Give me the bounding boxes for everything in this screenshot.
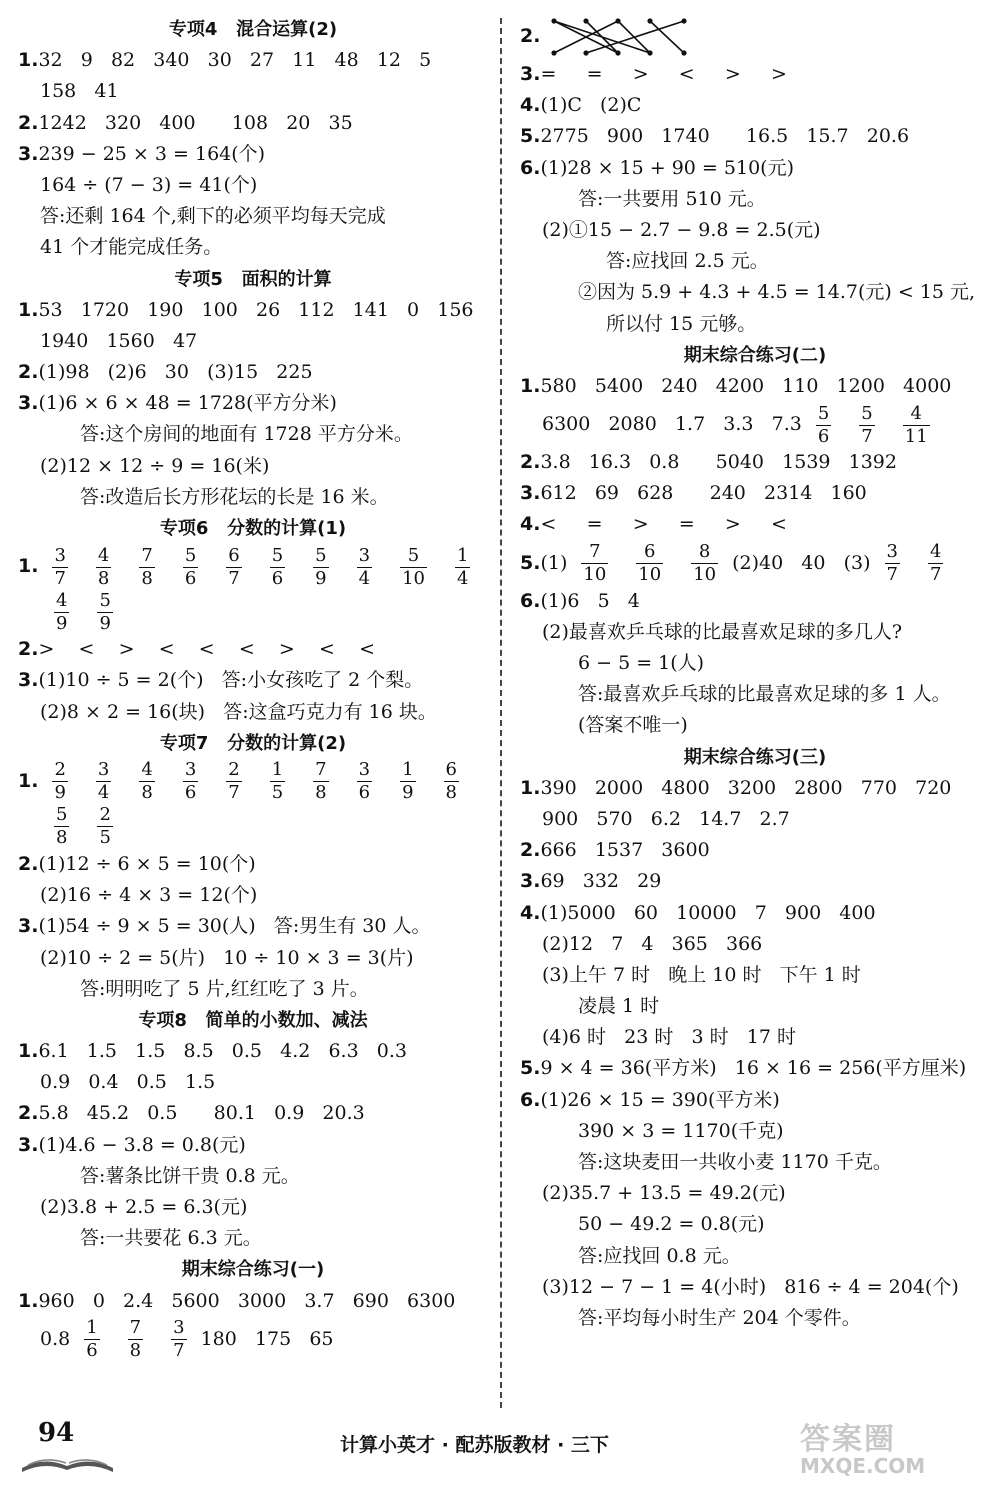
matching-dot bbox=[552, 18, 557, 23]
answer-line: (2)3.8 + 2.5 = 6.3(元) bbox=[40, 1196, 248, 1218]
fraction-answer-line bbox=[520, 541, 990, 586]
fraction-numerator: 3 bbox=[358, 544, 371, 566]
fraction-denominator: 7 bbox=[54, 567, 66, 589]
question-number: 2. bbox=[18, 1102, 39, 1125]
column-divider bbox=[500, 18, 502, 1408]
fraction-denominator: 8 bbox=[445, 782, 457, 804]
fraction-denominator: 9 bbox=[99, 612, 111, 634]
fraction-denominator: 5 bbox=[99, 827, 111, 849]
fraction-numerator: 8 bbox=[691, 543, 718, 564]
answer-line: 答:还剩 164 个,剩下的必须平均每天完成 bbox=[40, 205, 386, 228]
fraction-numerator: 3 bbox=[173, 1317, 185, 1339]
fraction-denominator: 4 bbox=[97, 782, 110, 804]
answer-line: 41 个才能完成任务。 bbox=[40, 236, 223, 259]
answer-line: 答:这块麦田一共收小麦 1170 千克。 bbox=[578, 1151, 892, 1173]
question-line bbox=[520, 153, 990, 184]
fraction-numerator: 7 bbox=[315, 759, 327, 781]
fraction-denominator: 6 bbox=[271, 567, 284, 589]
question-number: 6. bbox=[520, 156, 541, 179]
question-line bbox=[520, 509, 990, 540]
watermark-logo: 答案圈 bbox=[800, 1422, 896, 1457]
fraction bbox=[226, 761, 241, 802]
answer-line: 所以付 15 元够。 bbox=[606, 312, 757, 335]
answer-line: (2)12 7 4 365 366 bbox=[542, 932, 763, 955]
fraction-numerator: 3 bbox=[54, 544, 66, 566]
answer-text: (1)10 ÷ 5 = 2(个) 答:小女孩吃了 2 个梨。 bbox=[38, 669, 424, 692]
question-number: 1. bbox=[520, 374, 541, 397]
fraction-numerator: 6 bbox=[228, 544, 240, 566]
answer-line: 答:一共要花 6.3 元。 bbox=[80, 1227, 262, 1250]
fraction-numerator: 4 bbox=[929, 541, 942, 563]
mixed-answer-line bbox=[520, 402, 990, 447]
question-number: 4. bbox=[520, 94, 541, 117]
fraction bbox=[444, 761, 459, 802]
answer-line: (答案不唯一) bbox=[578, 714, 688, 737]
answer-line: (2)12 × 12 ÷ 9 = 16(米) bbox=[40, 454, 270, 477]
diagram-line bbox=[520, 14, 990, 59]
question-line bbox=[520, 90, 990, 121]
fraction-numerator: 4 bbox=[903, 405, 930, 426]
fraction bbox=[52, 761, 67, 802]
fraction-numerator: 1 bbox=[456, 544, 469, 566]
matching-dot bbox=[648, 50, 653, 55]
question-line bbox=[18, 849, 488, 880]
fraction-numerator: 2 bbox=[228, 759, 240, 781]
answer-line: 答:薯条比饼干贵 0.8 元。 bbox=[80, 1164, 300, 1187]
fraction-numerator: 3 bbox=[886, 541, 898, 563]
question-number: 5. bbox=[520, 125, 541, 148]
fraction-denominator: 11 bbox=[904, 425, 928, 447]
fraction-denominator: 4 bbox=[358, 567, 371, 589]
fraction bbox=[636, 543, 663, 584]
question-line bbox=[520, 835, 990, 866]
question-number: 3. bbox=[18, 669, 39, 692]
matching-dot bbox=[584, 50, 589, 55]
question-line bbox=[520, 1085, 990, 1116]
fraction-numerator: 5 bbox=[271, 544, 284, 566]
fraction-answer-line bbox=[18, 759, 488, 804]
fraction bbox=[691, 543, 718, 584]
matching-dot bbox=[552, 50, 557, 55]
fraction-numerator: 4 bbox=[56, 589, 68, 611]
answer-text: 6300 2080 1.7 3.3 7.3 bbox=[542, 413, 802, 436]
question-line bbox=[520, 866, 990, 897]
fraction bbox=[816, 402, 831, 447]
answer-text: 666 1537 3600 bbox=[540, 839, 710, 862]
fraction-denominator: 7 bbox=[173, 1340, 185, 1362]
question-number: 1. bbox=[18, 49, 39, 72]
watermark bbox=[800, 1414, 925, 1478]
fraction-answer-line bbox=[18, 589, 488, 634]
matching-dot bbox=[682, 18, 687, 23]
fraction-numerator: 6 bbox=[636, 543, 663, 564]
fraction bbox=[400, 544, 427, 589]
question-number: 3. bbox=[18, 392, 39, 415]
fraction-denominator: 6 bbox=[358, 782, 371, 804]
question-line bbox=[520, 586, 990, 617]
answer-line: (2)10 ÷ 2 = 5(片) 10 ÷ 10 × 3 = 3(片) bbox=[40, 946, 414, 969]
answer-text: (1)5000 60 10000 7 900 400 bbox=[540, 901, 876, 924]
question-number: 3. bbox=[520, 63, 541, 85]
mixed-answer-line bbox=[18, 1317, 488, 1362]
answer-line: (2)8 × 2 = 16(块) 答:这盒巧克力有 16 块。 bbox=[40, 700, 437, 723]
fraction-numerator: 5 bbox=[99, 589, 111, 611]
answer-text: 1242 320 400 108 20 35 bbox=[38, 111, 353, 134]
answer-line: 答:改造后长方形花坛的长是 16 米。 bbox=[80, 485, 389, 508]
question-number: 1. bbox=[18, 769, 39, 792]
fraction bbox=[455, 544, 470, 589]
question-number: 5. bbox=[520, 551, 541, 574]
matching-dot bbox=[616, 50, 621, 55]
fraction bbox=[313, 544, 328, 589]
matching-diagram bbox=[544, 17, 694, 57]
answer-text: 180 175 65 bbox=[200, 1327, 334, 1350]
fraction bbox=[885, 543, 900, 584]
fraction-numerator: 4 bbox=[97, 544, 110, 566]
answer-text: 612 69 628 240 2314 160 bbox=[540, 482, 867, 505]
section-heading: 专项8 简单的小数加、减法 bbox=[138, 1009, 368, 1031]
answer-line: 答:应找回 2.5 元。 bbox=[606, 250, 769, 273]
fraction bbox=[171, 1319, 186, 1360]
section-heading: 期末综合练习(二) bbox=[683, 344, 827, 366]
question-line bbox=[520, 447, 990, 478]
answer-line: (2)①15 − 2.7 − 9.8 = 2.5(元) bbox=[542, 218, 821, 241]
fraction-denominator: 5 bbox=[271, 782, 284, 804]
answer-text: (1)98 (2)6 30 (3)15 225 bbox=[38, 361, 313, 384]
answer-text: (1)54 ÷ 9 × 5 = 30(人) 答:男生有 30 人。 bbox=[38, 915, 431, 938]
question-number: 2. bbox=[520, 839, 541, 862]
section-heading: 专项4 混合运算(2) bbox=[168, 19, 338, 40]
fraction-denominator: 4 bbox=[456, 567, 469, 589]
question-line bbox=[18, 357, 488, 388]
fraction-denominator: 9 bbox=[315, 567, 327, 589]
fraction-denominator: 10 bbox=[693, 564, 717, 586]
answer-line: (2)35.7 + 13.5 = 49.2(元) bbox=[542, 1182, 786, 1205]
fraction-numerator: 5 bbox=[861, 402, 873, 424]
fraction-numerator: 1 bbox=[271, 759, 284, 781]
fraction bbox=[581, 543, 608, 584]
answer-text: (1)6 × 6 × 48 = 1728(平方分米) bbox=[38, 392, 337, 415]
question-line bbox=[18, 1286, 488, 1317]
fraction bbox=[859, 402, 874, 447]
section-heading: 期末综合练习(三) bbox=[683, 746, 827, 768]
question-line bbox=[520, 478, 990, 509]
answer-text: (1) bbox=[540, 551, 568, 574]
open-book-icon bbox=[20, 1448, 115, 1474]
question-number: 6. bbox=[520, 1088, 541, 1111]
answer-line: 164 ÷ (7 − 3) = 41(个) bbox=[40, 173, 258, 196]
fraction-numerator: 3 bbox=[358, 759, 371, 781]
answer-line: (3)上午 7 时 晚上 10 时 下午 1 时 bbox=[542, 963, 861, 986]
fraction-answer-line bbox=[18, 544, 488, 589]
question-number: 1. bbox=[18, 1040, 39, 1063]
question-number: 4. bbox=[520, 513, 541, 536]
fraction bbox=[96, 544, 111, 589]
answer-text: 3.8 16.3 0.8 5040 1539 1392 bbox=[540, 451, 897, 474]
fraction bbox=[84, 1319, 99, 1360]
question-line bbox=[18, 1098, 488, 1129]
fraction-numerator: 5 bbox=[315, 544, 327, 566]
answer-line: 0.9 0.4 0.5 1.5 bbox=[40, 1071, 216, 1094]
answer-line: 6 − 5 = 1(人) bbox=[578, 652, 705, 674]
fraction-denominator: 7 bbox=[929, 564, 942, 586]
answer-line: 凌晨 1 时 bbox=[578, 995, 660, 1018]
fraction bbox=[54, 589, 69, 634]
fraction-numerator: 5 bbox=[400, 547, 427, 568]
question-number: 1. bbox=[18, 298, 39, 321]
fraction-denominator: 8 bbox=[141, 782, 153, 804]
answer-text: (1)4.6 − 3.8 = 0.8(元) bbox=[38, 1133, 246, 1156]
question-number: 2. bbox=[18, 852, 39, 875]
answer-line: 158 41 bbox=[40, 80, 119, 103]
question-line bbox=[18, 1036, 488, 1067]
answer-line: 答:最喜欢乒乓球的比最喜欢足球的多 1 人。 bbox=[578, 683, 951, 706]
answer-line: 答:明明吃了 5 片,红红吃了 3 片。 bbox=[80, 977, 369, 1000]
question-number: 2. bbox=[18, 638, 39, 661]
section-heading: 专项6 分数的计算(1) bbox=[159, 518, 347, 539]
fraction-denominator: 7 bbox=[228, 782, 240, 804]
answer-line: 答:一共要用 510 元。 bbox=[578, 187, 766, 210]
fraction-numerator: 5 bbox=[184, 544, 197, 566]
footer-title: 计算小英才 · 配苏版教材 · 三下 bbox=[340, 1434, 609, 1456]
fraction bbox=[96, 761, 111, 802]
answer-line: 900 570 6.2 14.7 2.7 bbox=[542, 807, 790, 830]
answer-line: (2)16 ÷ 4 × 3 = 12(个) bbox=[40, 884, 258, 907]
fraction-numerator: 7 bbox=[141, 544, 153, 566]
fraction-denominator: 9 bbox=[56, 612, 68, 634]
answer-text: 390 2000 4800 3200 2800 770 720 bbox=[540, 776, 952, 799]
fraction bbox=[54, 806, 69, 847]
question-number: 1. bbox=[520, 776, 541, 799]
answer-line: 1940 1560 47 bbox=[40, 329, 198, 352]
answer-text: 960 0 2.4 5600 3000 3.7 690 6300 bbox=[38, 1289, 456, 1312]
fraction-denominator: 8 bbox=[56, 827, 68, 849]
fraction-numerator: 2 bbox=[54, 759, 66, 781]
question-number: 2. bbox=[18, 111, 39, 134]
fraction-denominator: 6 bbox=[817, 425, 830, 447]
fraction-denominator: 6 bbox=[184, 567, 197, 589]
question-number: 6. bbox=[520, 589, 541, 612]
answer-text: 69 332 29 bbox=[540, 870, 662, 893]
question-line bbox=[520, 898, 990, 929]
answer-line: 50 − 49.2 = 0.8(元) bbox=[578, 1213, 765, 1236]
question-number: 3. bbox=[18, 1133, 39, 1156]
fraction-numerator: 5 bbox=[817, 402, 830, 424]
fraction bbox=[139, 761, 154, 802]
question-line bbox=[18, 1130, 488, 1161]
question-line bbox=[520, 773, 990, 804]
fraction-denominator: 6 bbox=[86, 1340, 98, 1362]
page-number: 94 bbox=[38, 1418, 75, 1448]
question-line bbox=[18, 295, 488, 326]
answer-text: = = > < > > bbox=[540, 63, 787, 85]
fraction-numerator: 1 bbox=[86, 1317, 98, 1339]
question-number: 3. bbox=[520, 482, 541, 505]
answer-line: 答:应找回 0.8 元。 bbox=[578, 1244, 741, 1267]
fraction bbox=[357, 761, 372, 802]
question-number: 2. bbox=[520, 451, 541, 474]
answer-text: (1)28 × 15 + 90 = 510(元) bbox=[540, 156, 794, 179]
fraction bbox=[97, 806, 112, 847]
answer-line: (2)最喜欢乒乓球的比最喜欢足球的多几人? bbox=[542, 620, 903, 643]
fraction-numerator: 7 bbox=[581, 543, 608, 564]
answer-text: (1)12 ÷ 6 × 5 = 10(个) bbox=[38, 852, 256, 875]
question-line bbox=[18, 45, 488, 76]
fraction bbox=[226, 544, 241, 589]
watermark-url: MXQE.COM bbox=[800, 1454, 926, 1478]
answer-line: 答:这个房间的地面有 1728 平方分米。 bbox=[80, 423, 413, 446]
answer-text: (1)6 5 4 bbox=[540, 589, 640, 612]
answer-line: (4)6 时 23 时 3 时 17 时 bbox=[542, 1026, 796, 1049]
question-line bbox=[520, 371, 990, 402]
matching-dot bbox=[616, 18, 621, 23]
matching-dot bbox=[648, 18, 653, 23]
fraction-denominator: 6 bbox=[184, 782, 197, 804]
fraction bbox=[270, 544, 285, 589]
fraction bbox=[139, 544, 154, 589]
answer-text: 5.8 45.2 0.5 80.1 0.9 20.3 bbox=[38, 1102, 365, 1125]
question-number: 2. bbox=[18, 361, 39, 384]
question-line bbox=[18, 108, 488, 139]
section-heading: 专项7 分数的计算(2) bbox=[159, 732, 347, 754]
question-number: 1. bbox=[18, 555, 39, 578]
fraction bbox=[357, 544, 372, 589]
fraction-denominator: 10 bbox=[402, 567, 425, 589]
fraction-denominator: 7 bbox=[228, 567, 240, 589]
question-line bbox=[18, 634, 488, 665]
left-column bbox=[18, 14, 488, 1362]
question-line bbox=[18, 388, 488, 419]
answer-text: 9 × 4 = 36(平方米) 16 × 16 = 256(平方厘米) bbox=[540, 1057, 967, 1080]
matching-dot bbox=[682, 50, 687, 55]
fraction bbox=[183, 761, 198, 802]
question-line bbox=[520, 1053, 990, 1084]
question-number: 3. bbox=[18, 915, 39, 938]
question-number: 3. bbox=[18, 142, 39, 165]
fraction bbox=[313, 761, 328, 802]
fraction-answer-line bbox=[18, 804, 488, 849]
fraction bbox=[183, 544, 198, 589]
question-line bbox=[18, 665, 488, 696]
answer-text: 32 9 82 340 30 27 11 48 12 5 bbox=[38, 49, 432, 72]
fraction-numerator: 5 bbox=[56, 804, 68, 826]
fraction-denominator: 7 bbox=[861, 425, 873, 447]
question-line bbox=[18, 139, 488, 170]
fraction-numerator: 7 bbox=[129, 1317, 142, 1339]
fraction-numerator: 2 bbox=[99, 804, 111, 826]
question-line bbox=[520, 59, 990, 90]
fraction bbox=[52, 544, 67, 589]
section-heading: 期末综合练习(一) bbox=[181, 1259, 325, 1281]
matching-dot bbox=[584, 18, 589, 23]
question-number: 1. bbox=[18, 1289, 39, 1312]
section-heading: 专项5 面积的计算 bbox=[174, 268, 332, 290]
answer-text: 239 − 25 × 3 = 164(个) bbox=[38, 142, 266, 165]
fraction-denominator: 9 bbox=[54, 782, 66, 804]
question-number: 5. bbox=[520, 1057, 541, 1080]
fraction bbox=[97, 589, 112, 634]
answer-text: 2775 900 1740 16.5 15.7 20.6 bbox=[540, 125, 910, 148]
answer-text: (2)40 40 (3) bbox=[732, 551, 871, 574]
question-number: 4. bbox=[520, 901, 541, 924]
answer-line: (3)12 − 7 − 1 = 4(小时) 816 ÷ 4 = 204(个) bbox=[542, 1275, 959, 1298]
question-number: 3. bbox=[520, 870, 541, 893]
fraction-numerator: 4 bbox=[141, 759, 153, 781]
answer-line: ②因为 5.9 + 4.3 + 4.5 = 14.7(元) < 15 元, bbox=[578, 281, 976, 304]
fraction-denominator: 8 bbox=[315, 782, 327, 804]
answer-text: (1)26 × 15 = 390(平方米) bbox=[540, 1088, 780, 1111]
fraction bbox=[928, 543, 943, 584]
answer-line: 390 × 3 = 1170(千克) bbox=[578, 1119, 784, 1142]
answer-text: 580 5400 240 4200 110 1200 4000 bbox=[540, 374, 952, 397]
fraction bbox=[903, 402, 930, 447]
fraction-denominator: 8 bbox=[97, 567, 110, 589]
answer-text: (1)C (2)C bbox=[540, 94, 642, 117]
question-line bbox=[18, 911, 488, 942]
question-number: 2. bbox=[520, 25, 541, 47]
fraction-denominator: 8 bbox=[141, 567, 153, 589]
fraction-denominator: 10 bbox=[638, 564, 662, 586]
fraction-numerator: 6 bbox=[445, 759, 457, 781]
answer-text: > < > < < < > < < bbox=[38, 638, 375, 661]
page-footer bbox=[0, 1412, 1000, 1487]
fraction bbox=[400, 761, 415, 802]
answer-text: 6.1 1.5 1.5 8.5 0.5 4.2 6.3 0.3 bbox=[38, 1040, 408, 1063]
answer-text: 0.8 bbox=[40, 1327, 71, 1350]
answer-text: < = > = > < bbox=[540, 513, 787, 536]
fraction-denominator: 10 bbox=[583, 564, 607, 586]
question-line bbox=[520, 121, 990, 152]
right-column bbox=[520, 14, 990, 1334]
answer-line: 答:平均每小时生产 204 个零件。 bbox=[578, 1306, 861, 1329]
fraction-numerator: 3 bbox=[97, 759, 110, 781]
fraction bbox=[128, 1319, 143, 1360]
fraction bbox=[270, 761, 285, 802]
fraction-numerator: 3 bbox=[184, 759, 197, 781]
answer-text: 53 1720 190 100 26 112 141 0 156 bbox=[38, 298, 474, 321]
fraction-numerator: 1 bbox=[402, 759, 414, 781]
fraction-denominator: 9 bbox=[402, 782, 414, 804]
fraction-denominator: 8 bbox=[129, 1340, 142, 1362]
fraction-denominator: 7 bbox=[886, 564, 898, 586]
